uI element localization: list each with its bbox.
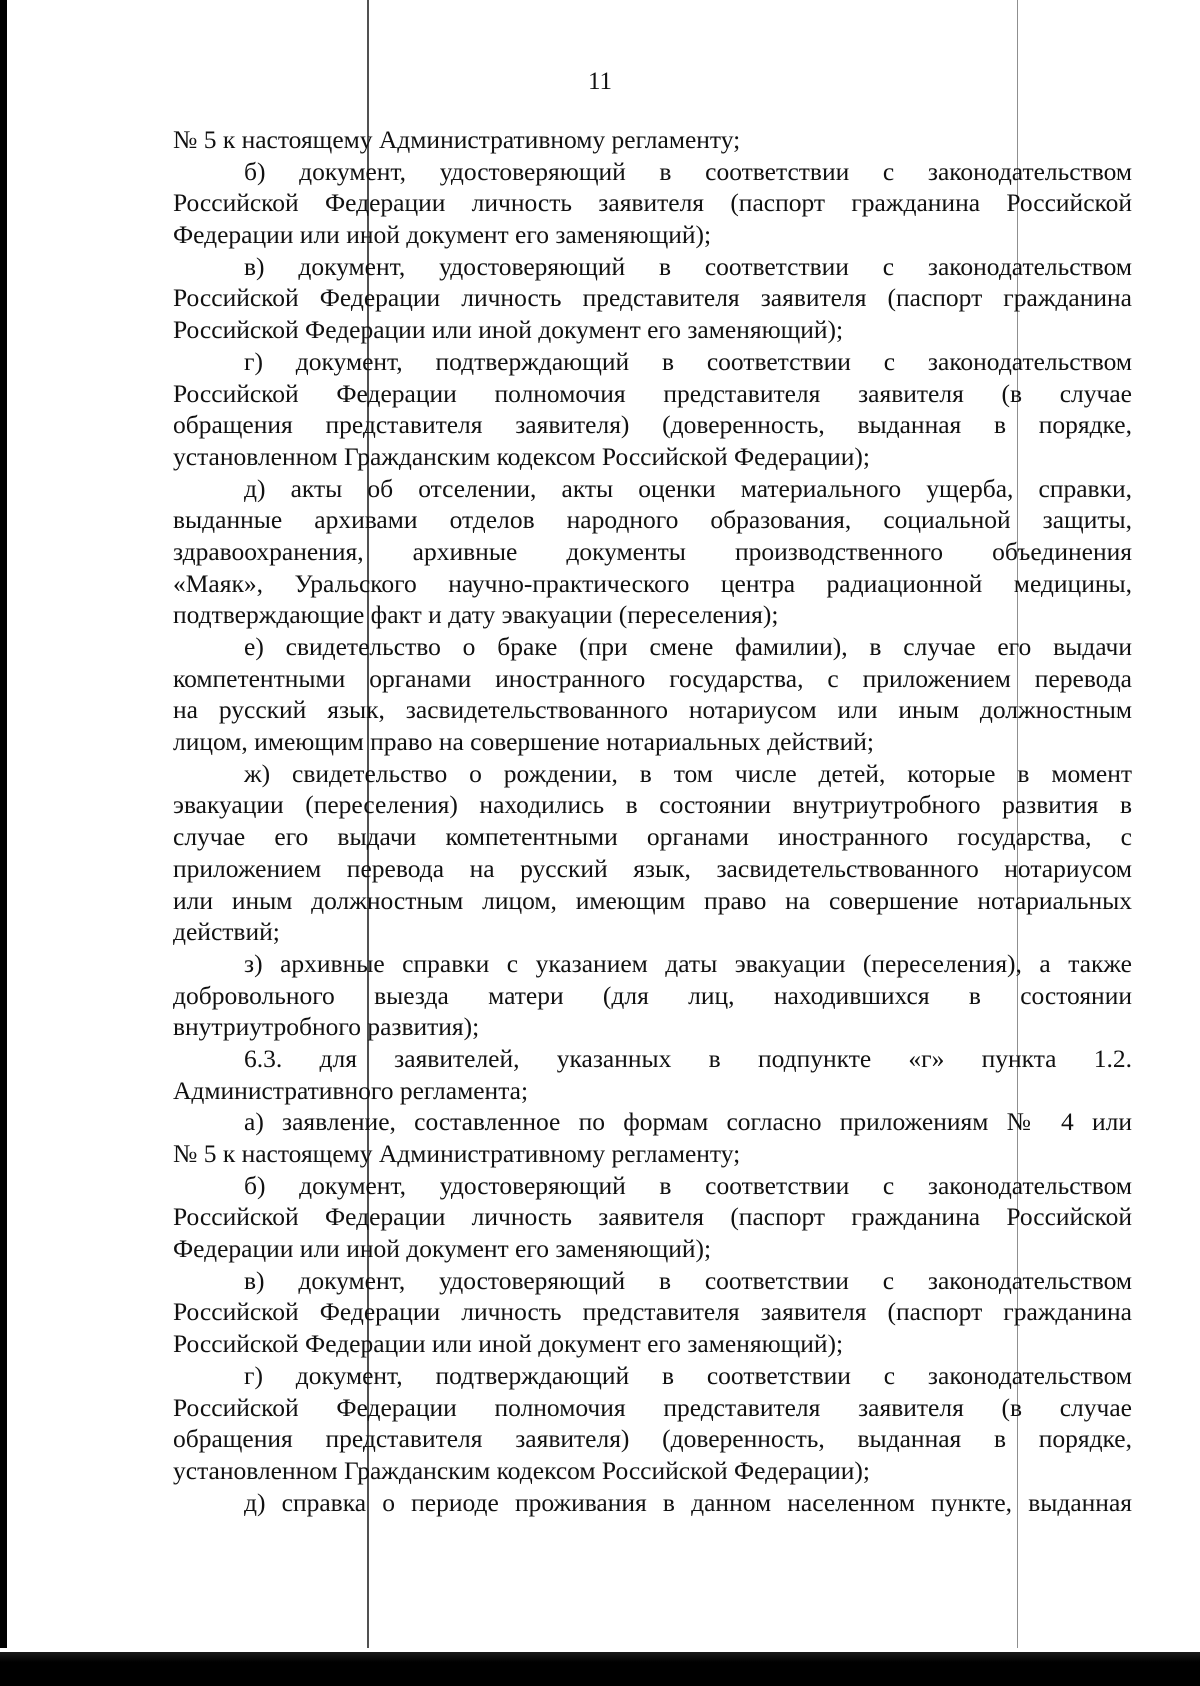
text-line: или иным должностным лицом, имеющим право на совершение нотариальных — [173, 885, 1132, 915]
document-body — [173, 124, 1132, 1518]
text-line: г) документ, подтверждающий в соответствии с законодательством — [244, 1360, 1132, 1390]
text-line: эвакуации (переселения) находились в состоянии внутриутробного развития в — [173, 790, 1132, 820]
text-line: ж) свидетельство о рождении, в том числе детей, которые в момент — [244, 758, 1132, 788]
text-line: а) заявление, составленное по формам согласно приложениям № 4 или — [244, 1107, 1132, 1137]
text-line: на русский язык, засвидетельствованного нотариусом или иным должностным — [173, 695, 1132, 725]
text-line: б) документ, удостоверяющий в соответствии с законодательством — [244, 1170, 1132, 1200]
text-line: действий; — [173, 917, 280, 947]
text-line: е) свидетельство о браке (при смене фамилии), в случае его выдачи — [244, 632, 1132, 661]
text-line: подтверждающие факт и дату эвакуации (переселения); — [173, 600, 779, 630]
text-line: в) документ, удостоверяющий в соответствии с законодательством — [244, 251, 1132, 281]
text-line: № 5 к настоящему Административному регламенту; — [173, 1139, 741, 1168]
text-line: выданные архивами отделов народного образования, социальной защиты, — [173, 505, 1132, 535]
text-line: установленном Гражданским кодексом Российской Федерации); — [173, 1455, 870, 1485]
scan-edge-left — [0, 0, 7, 1686]
text-line: лицом, имеющим право на совершение нотариальных действий; — [173, 727, 874, 757]
text-line: Российской Федерации или иной документ его заменяющий); — [173, 1329, 844, 1359]
text-line: Российской Федерации полномочия представителя заявителя (в случае — [173, 1392, 1132, 1422]
text-line: случае его выдачи компетентными органами иностранного государства, с — [173, 822, 1132, 852]
text-line: добровольного выезда матери (для лиц, находившихся в состоянии — [173, 980, 1132, 1010]
text-line: Российской Федерации личность заявителя (паспорт гражданина Российской — [173, 1202, 1132, 1232]
scan-edge-bottom — [0, 1648, 1200, 1686]
text-line: здравоохранения, архивные документы производственного объединения — [173, 536, 1132, 566]
text-line: № 5 к настоящему Административному регламенту; — [173, 125, 741, 154]
text-line: компетентными органами иностранного государства, с приложением перевода — [173, 663, 1132, 693]
text-line: Российской Федерации личность представителя заявителя (паспорт гражданина — [173, 1297, 1132, 1327]
text-line: в) документ, удостоверяющий в соответствии с законодательством — [244, 1265, 1132, 1295]
text-line: д) справка о периоде проживания в данном населенном пункте, выданная — [244, 1487, 1132, 1517]
text-line: Российской Федерации полномочия представителя заявителя (в случае — [173, 378, 1132, 408]
text-line: «Маяк», Уральского научно-практического центра радиационной медицины, — [173, 568, 1132, 598]
text-line: внутриутробного развития); — [173, 1012, 480, 1042]
text-line: 6.3. для заявителей, указанных в подпункте «г» пункта 1.2. — [244, 1043, 1132, 1073]
text-line: Федерации или иной документ его заменяющий); — [173, 1234, 712, 1264]
text-line: обращения представителя заявителя) (доверенность, выданная в порядке, — [173, 410, 1132, 440]
text-line: приложением перевода на русский язык, засвидетельствованного нотариусом — [173, 853, 1132, 883]
text-line: Российской Федерации личность представителя заявителя (паспорт гражданина — [173, 283, 1132, 313]
text-line: б) документ, удостоверяющий в соответствии с законодательством — [244, 156, 1132, 186]
text-line: г) документ, подтверждающий в соответствии с законодательством — [244, 346, 1132, 376]
text-line: Административного регламента; — [173, 1075, 529, 1105]
text-line: обращения представителя заявителя) (доверенность, выданная в порядке, — [173, 1424, 1132, 1454]
text-line: д) акты об отселении, акты оценки материального ущерба, справки, — [244, 473, 1132, 503]
page-number: 11 — [587, 68, 613, 95]
text-line: Российской Федерации или иной документ его заменяющий); — [173, 315, 844, 345]
text-line: Федерации или иной документ его заменяющий); — [173, 220, 712, 250]
text-line: Российской Федерации личность заявителя (паспорт гражданина Российской — [173, 188, 1132, 218]
text-line: установленном Гражданским кодексом Российской Федерации); — [173, 441, 870, 471]
text-line: з) архивные справки с указанием даты эвакуации (переселения), а также — [244, 948, 1132, 978]
